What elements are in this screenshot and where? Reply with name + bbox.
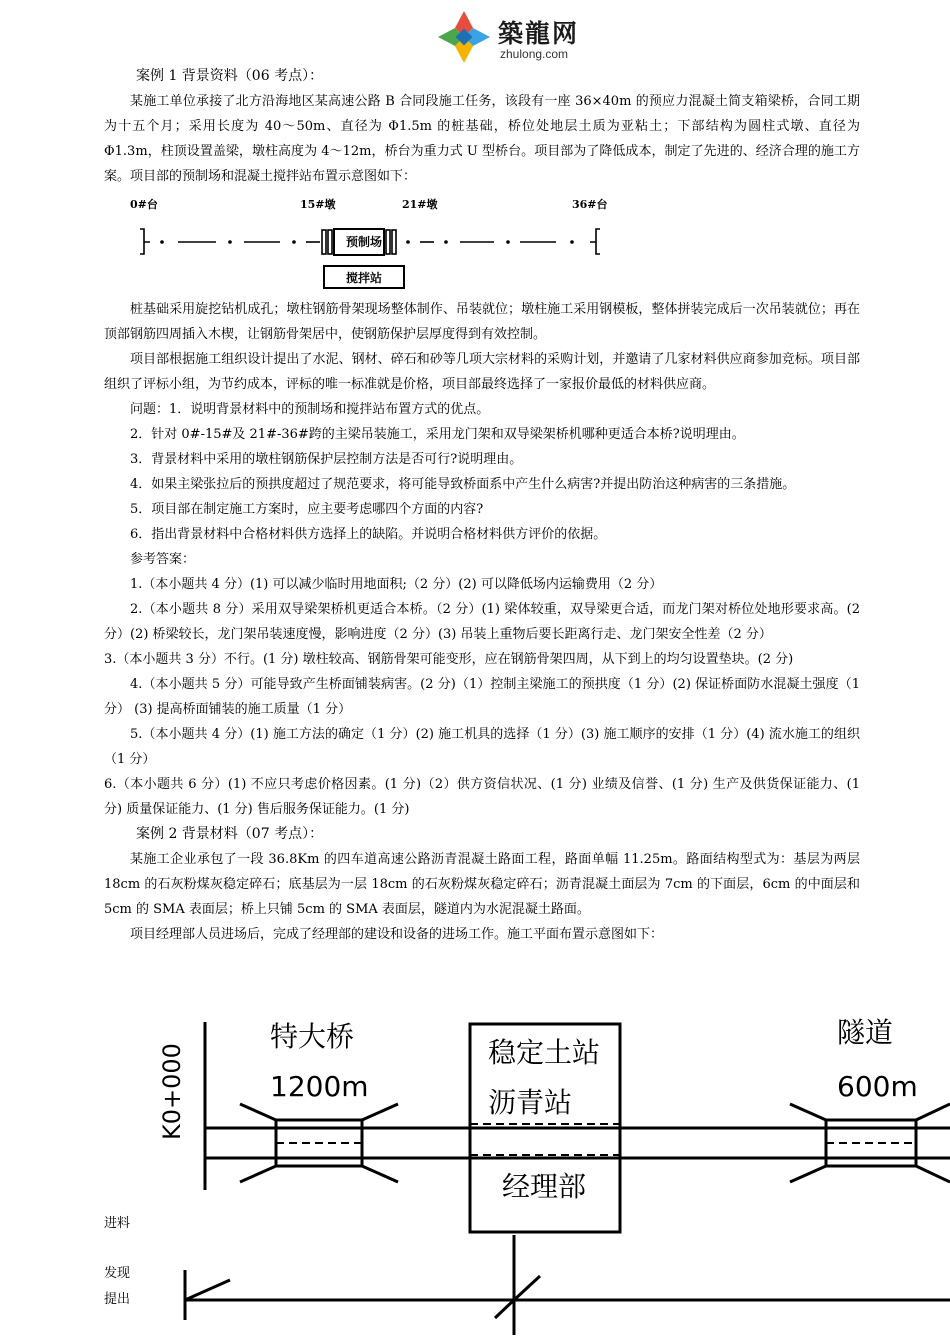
answer-4: 4.（本小题共 5 分）可能导致产生桥面铺装病害。(2 分)（1）控制主梁施工的预拱度（1 分）(2) 保证桥面防水混凝土强度（1 分） (3) 提高桥面铺装的施工质量（1 分） — [104, 677, 860, 717]
label-abutment-0: 0#台 — [130, 198, 158, 211]
bridge-name-label: 特大桥 — [270, 1020, 355, 1053]
tunnel-length-label: 600m — [837, 1070, 918, 1103]
label-pier-15: 15#墩 — [300, 198, 336, 211]
logo-domain-text: zhulong.com — [500, 47, 569, 61]
bridge-length-label: 1200m — [270, 1070, 369, 1103]
answer-6: 6.（本小题共 6 分）(1) 不应只考虑价格因素。(1 分)（2）供方资信状况、(1 分) 业绩及信誉、(1 分) 生产及供货保证能力、(1 分) 质量保证能力、(1 分) 售后服务保证能力。(1 分) — [104, 777, 860, 817]
case1-intro: 某施工单位承接了北方沿海地区某高速公路 B 合同段施工任务，该段有一座 36×40m 的预应力混凝土简支箱梁桥，合同工期为十五个月；采用长度为 40～50m、直径为 Φ1.5m 的桩基础，桥位处地层土质为亚粘土；下部结构为圆柱式墩、直径为 Φ1.3m，柱顶设置盖梁，墩柱高度为 4～12m，桥台为重力式 U 型桥台。项目部为了降低成本，制定了先进的、经济合理的施工方案。项目部的预制场和混凝土搅拌站布置示意图如下： — [104, 94, 860, 184]
answer-1: 1.（本小题共 4 分）(1) 可以减少临时用地面积;（2 分）(2) 可以降低场内运输费用（2 分） — [130, 577, 663, 592]
label-pier-21: 21#墩 — [402, 198, 438, 211]
site-layout-diagram — [100, 1000, 950, 1344]
mixing-station-box: 搅拌站 — [346, 271, 383, 285]
logo-chinese-text: 築龍网 — [498, 19, 580, 48]
label-k0: K0+000 — [158, 1043, 186, 1140]
answer-heading: 参考答案： — [130, 552, 196, 567]
side-label-tichu: 提出 — [104, 1292, 131, 1307]
question-5: 5．项目部在制定施工方案时，应主要考虑哪四个方面的内容? — [130, 502, 484, 517]
case1-para3: 项目部根据施工组织设计提出了水泥、钢材、碎石和砂等几项大宗材料的采购计划，并邀请了几家材料供应商参加竞标。项目部组织了评标小组，为节约成本，评标的唯一标准就是价格，项目部最终选择了一家报价最低的材料供应商。 — [104, 352, 860, 392]
precast-yard-box: 预制场 — [346, 235, 383, 249]
asphalt-station-label: 沥青站 — [488, 1086, 573, 1119]
answer-5: 5.（本小题共 4 分）(1) 施工方法的确定（1 分）(2) 施工机具的选择（1 分）(3) 施工顺序的安排（1 分）(4) 流水施工的组织（1 分） — [104, 727, 860, 767]
case1-para2: 桩基础采用旋挖钻机成孔；墩柱钢筋骨架现场整体制作、吊装就位；墩柱施工采用钢模板，整体拼装完成后一次吊装就位；再在顶部钢筋四周插入木楔，让钢筋骨架居中，使钢筋保护层厚度得到有效控制。 — [104, 302, 860, 342]
answer-3: 3.（本小题共 3 分）不行。(1 分) 墩柱较高、钢筋骨架可能变形，应在钢筋骨架四周，从下到上的均匀设置垫块。(2 分) — [104, 652, 794, 667]
project-office-label: 经理部 — [502, 1170, 587, 1203]
question-2: 2．针对 0#-15#及 21#-36#跨的主梁吊装施工，采用龙门架和双导梁架桥机哪种更适合本桥?说明理由。 — [130, 427, 745, 442]
answer-2: 2.（本小题共 8 分）采用双导梁架桥机更适合本桥。（2 分）(1) 梁体较重，双导梁更合适，而龙门架对桥位处地形要求高。(2 分）(2) 桥梁较长，龙门架吊装速度慢，影响进度（2 分）(3) 吊装上重物后要长距离行走、龙门架安全性差（2 分） — [104, 602, 860, 642]
question-6: 6．指出背景材料中合格材料供方选择上的缺陷。并说明合格材料供方评价的依据。 — [130, 527, 607, 542]
question-4: 4．如果主梁张拉后的预拱度超过了规范要求，将可能导致桥面系中产生什么病害?并提出防治这种病害的三条措施。 — [130, 477, 796, 492]
precast-yard-diagram — [120, 196, 620, 292]
question-1: 问题：1．说明背景材料中的预制场和搅拌站布置方式的优点。 — [130, 402, 490, 417]
label-abutment-36: 36#台 — [572, 198, 608, 211]
question-3: 3．背景材料中采用的墩柱钢筋保护层控制方法是否可行?说明理由。 — [130, 452, 523, 467]
side-label-jinliao: 进料 — [104, 1216, 131, 1231]
tunnel-name-label: 隧道 — [837, 1016, 894, 1049]
case1-heading: 案例 1 背景资料（06 考点）： — [136, 68, 324, 84]
case2-para2: 项目经理部人员进场后，完成了经理部的建设和设备的进场工作。施工平面布置示意图如下： — [130, 927, 664, 942]
case2-intro: 某施工企业承包了一段 36.8Km 的四车道高速公路沥青混凝土路面工程，路面单幅 11.25m。路面结构型式为：基层为两层 18cm 的石灰粉煤灰稳定碎石；底基层为一层 18cm 的石灰粉煤灰稳定碎石；沥青混凝土面层为 7cm 的下面层，6cm 的中面层和 5cm 的 SMA 表面层；桥上只铺 5cm 的 SMA 表面层，隧道内为水泥混凝土路面。 — [104, 852, 860, 917]
stabilized-soil-station-label: 稳定土站 — [488, 1036, 601, 1069]
side-label-faxian: 发现 — [104, 1266, 131, 1281]
case2-heading: 案例 2 背景材料（07 考点）： — [136, 826, 324, 842]
